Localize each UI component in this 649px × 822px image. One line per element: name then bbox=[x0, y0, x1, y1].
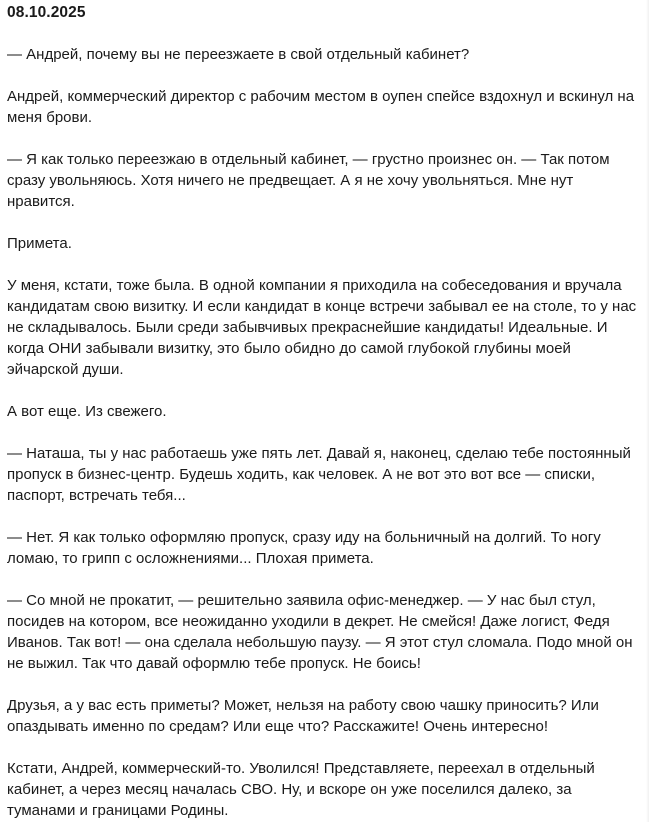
paragraph-andrey-sighed: Андрей, коммерческий директор с рабочим местом в оупен спейсе вздохнул и вскинул на меня брови. bbox=[7, 88, 635, 126]
post-date: 08.10.2025 bbox=[7, 4, 86, 21]
paragraph-friends-question: Друзья, а у вас есть приметы? Может, нельзя на работу свою чашку приносить? Или опаздывать именно по средам? Или еще что? Расскажите! Очень интересно! bbox=[7, 697, 599, 735]
paragraph-natasha-pass: — Наташа, ты у нас работаешь уже пять лет. Давай я, наконец, сделаю тебе постоянный пропуск в бизнес-центр. Будешь ходить, как человек. А не вот это вот все — списки, паспорт, встречать тебя... bbox=[7, 445, 631, 504]
paragraph-office-manager: — Со мной не прокатит, — решительно заявила офис-менеджер. — У нас был стул, посидев на котором, все неожиданно уходили в декрет. Не смейся! Даже логист, Федя Иванов. Так вот! — она сделала небольшую паузу. — Я этот стул сломала. Подо мной он не выжил. Так что давай оформлю тебе пропуск. Не боись! bbox=[7, 592, 633, 672]
paragraph-question: — Андрей, почему вы не переезжаете в свой отдельный кабинет? bbox=[7, 46, 470, 63]
paragraph-business-card: У меня, кстати, тоже была. В одной компании я приходила на собеседования и вручала кандидатам свою визитку. И если кандидат в конце встречи забывал ее на столе, то у нас не складывалось. Были среди забывчивых прекраснейшие кандидаты! Идеальные. И когда ОНИ забывали визитку, это было обидно до самой глубокой глубины моей эйчарской души. bbox=[7, 277, 637, 378]
paragraph-andrey-reply: — Я как только переезжаю в отдельный кабинет, — грустно произнес он. — Так потом сразу увольняюсь. Хотя ничего не предвещает. А я не хочу увольняться. Мне нут нравится. bbox=[7, 151, 610, 210]
paragraph-fresh-one: А вот еще. Из свежего. bbox=[7, 403, 167, 420]
paragraph-omen: Примета. bbox=[7, 235, 72, 252]
paragraph-natasha-reply: — Нет. Я как только оформляю пропуск, сразу иду на больничный на долгий. То ногу ломаю, то грипп с осложнениями... Плохая примета. bbox=[7, 529, 601, 567]
paragraph-andrey-quit: Кстати, Андрей, коммерческий-то. Уволился! Представляете, переехал в отдельный кабинет, а через месяц началась СВО. Ну, и вскоре он уже поселился далеко, за туманами и границами Родины. bbox=[7, 760, 595, 819]
